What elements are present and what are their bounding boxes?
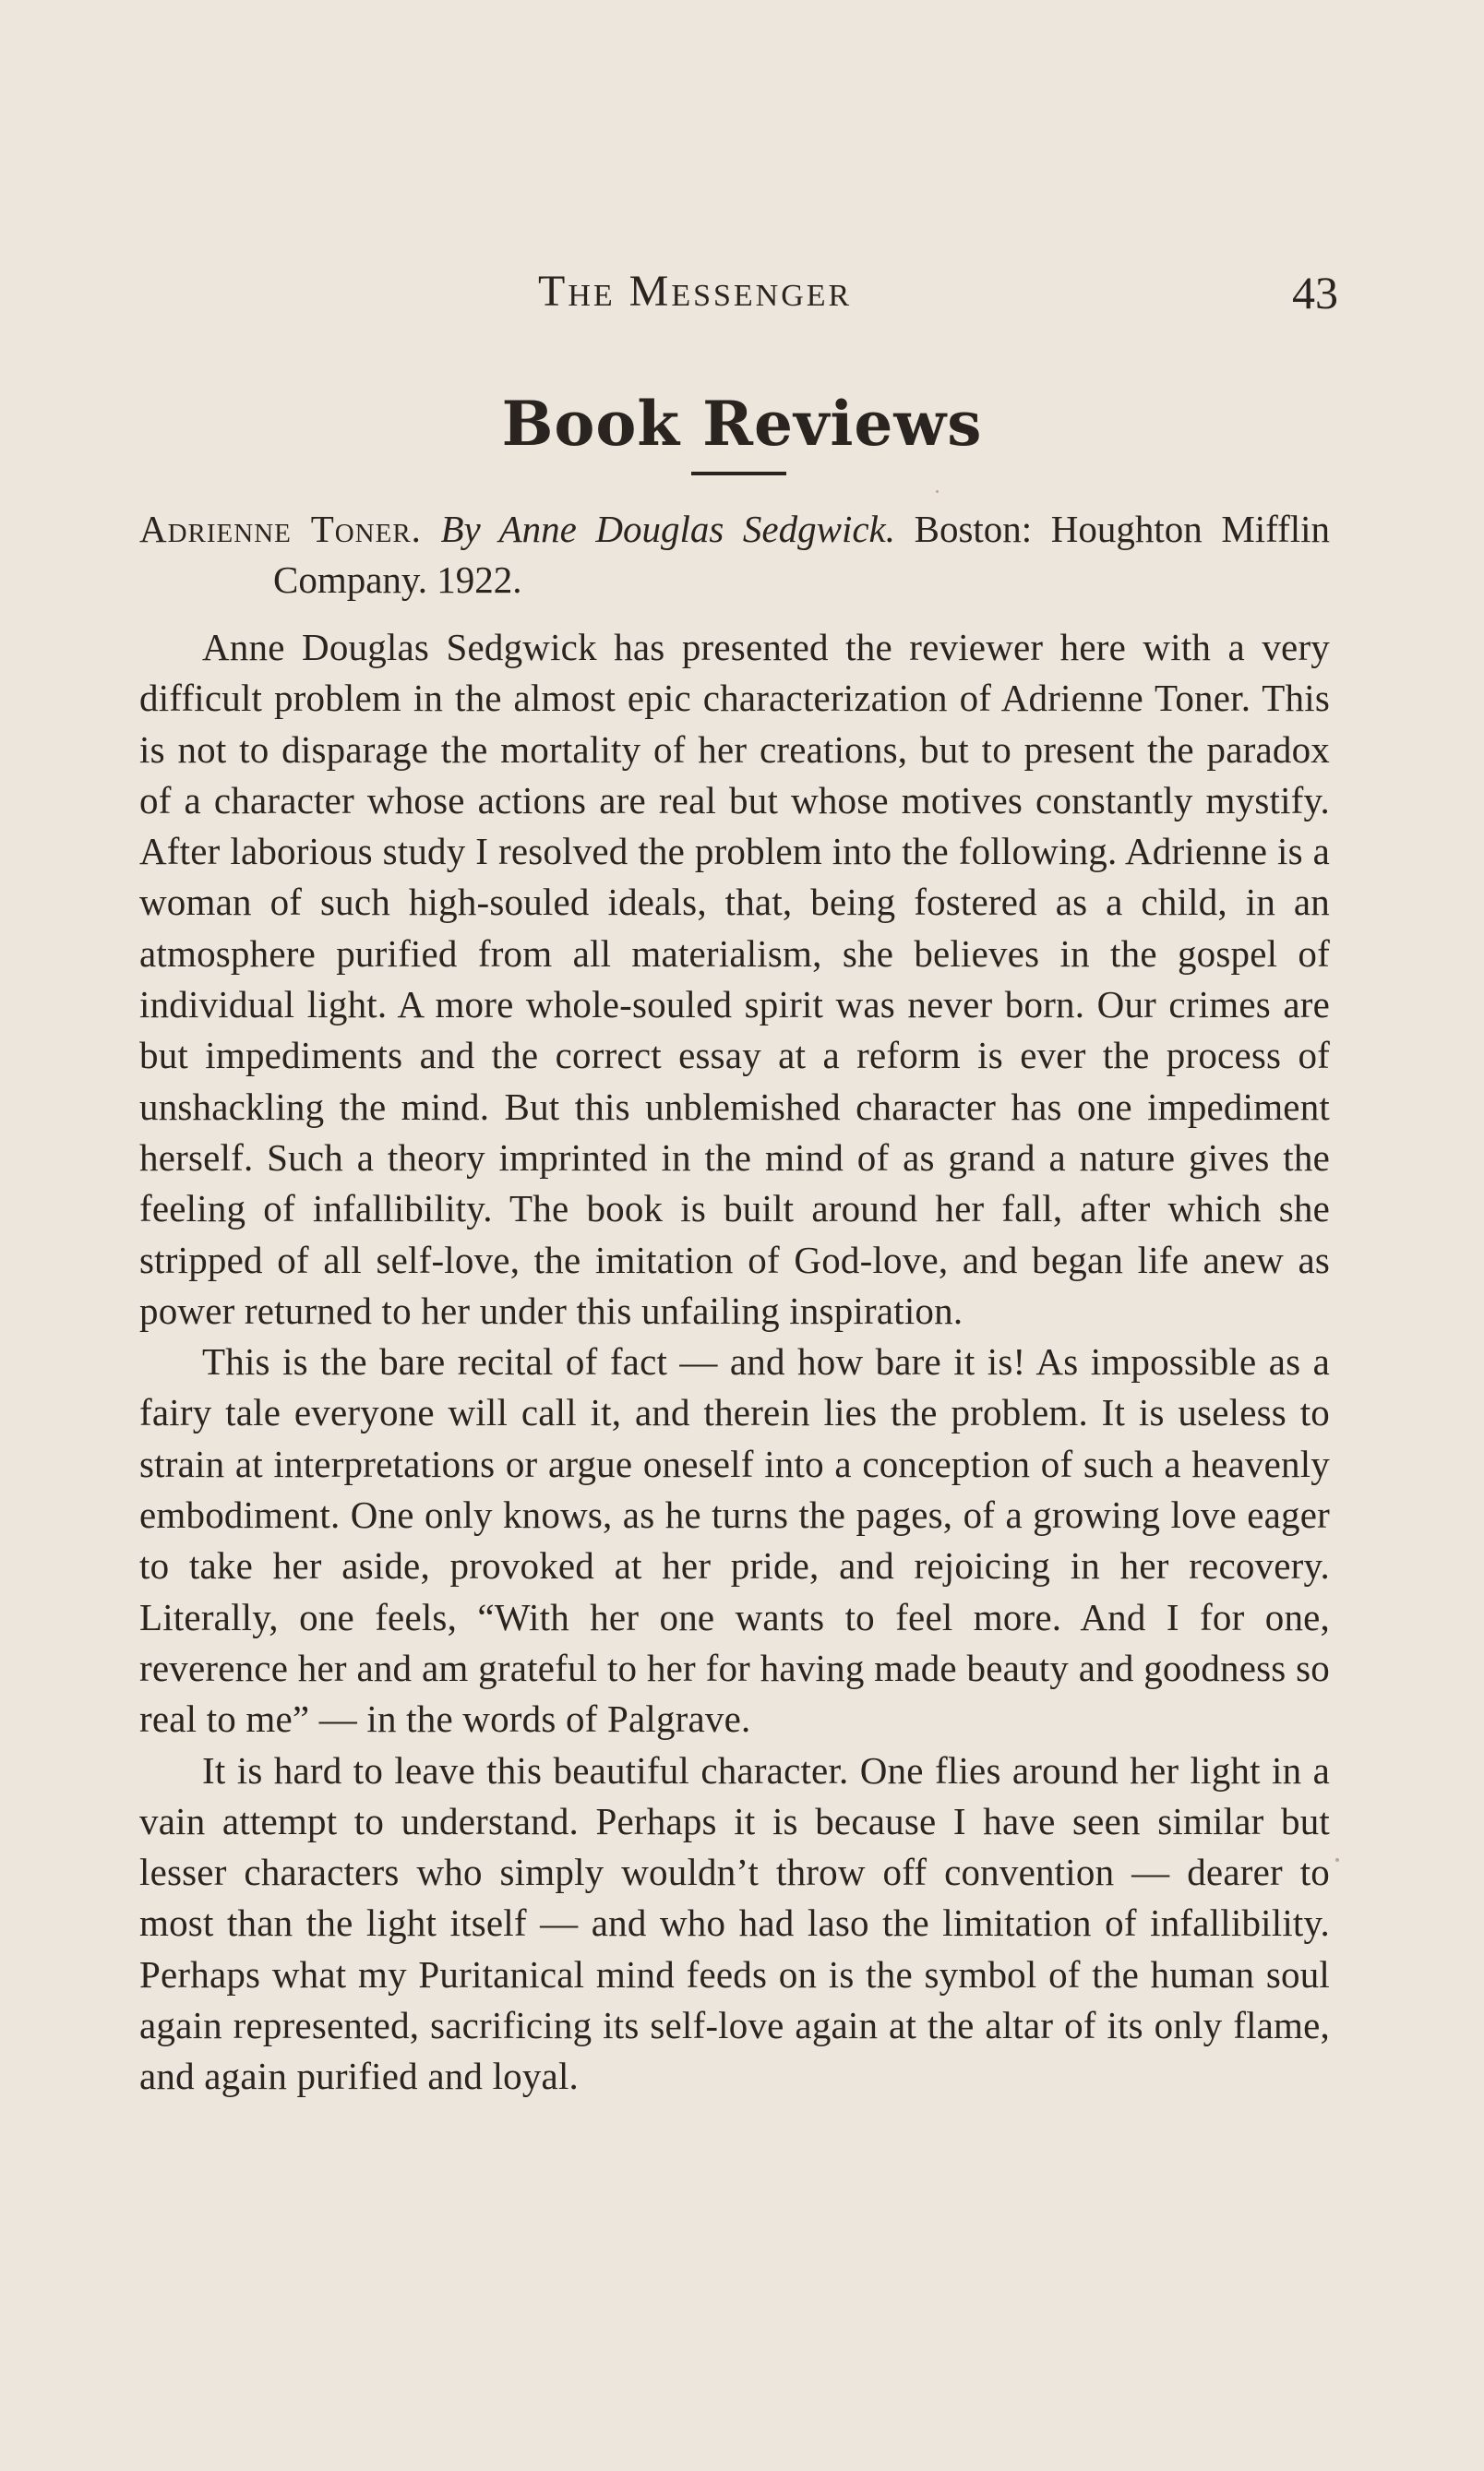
journal-title: The Messenger	[538, 267, 853, 316]
book-citation	[139, 504, 1330, 606]
publication-info: Boston: Houghton Mifflin Company. 1922.	[273, 508, 1331, 601]
book-title: Adrienne Toner.	[139, 508, 422, 550]
review-paragraph: It is hard to leave this beautiful character. One flies around her light in a vain attempt to understand. Perhaps it is because I have seen similar but lesser characters who simply wouldn’t throw off convention — dearer to most than the light itself — and who had laso the limitation of infallibility. Perhaps what my Puritanical mind feeds on is the symbol of the human soul again represented, sacrificing its self-love again at the altar of its only flame, and again purified and loyal.	[139, 1748, 1330, 2098]
review-body	[139, 504, 1330, 2103]
title-rule	[691, 472, 786, 475]
review-paragraph: Anne Douglas Sedgwick has presented the reviewer here with a very difficult problem in the almost epic characterization of Adrienne Toner. This is not to disparage the mortality of her creations, but to present the paradox of a character whose actions are real but whose motives constantly mystify. After laborious study I resolved the problem into the following. Adrienne is a woman of such high-souled ideals, that, being fostered as a child, in an atmosphere purified from all materialism, she believes in the gospel of individual light. A more whole-souled spirit was never born. Our crimes are but impediments and the correct essay at a reform is ever the process of unshackling the mind. But this unblemished character has one impediment herself. Such a theory imprinted in the mind of as grand a nature gives the feeling of infallibility. The book is built around her fall, after which she stripped of all self-love, the imitation of God-love, and began life anew as power returned to her under this unfailing inspiration.	[139, 626, 1330, 1332]
running-head	[138, 266, 1338, 330]
review-paragraph: This is the bare recital of fact — and how bare it is! As impossible as a fairy tale everyone will call it, and therein lies the problem. It is useless to strain at interpretations or argue oneself into a conception of such a heavenly embodiment. One only knows, as he turns the pages, of a growing love eager to take her aside, provoked at her pride, and rejoicing in her recovery. Literally, one feels, “With her one wants to feel more. And I for one, reverence her and am grateful to her for having made beauty and goodness so real to me” — in the words of Palgrave.	[139, 1340, 1330, 1741]
paper-speck	[1335, 1858, 1339, 1862]
paper-speck	[936, 490, 939, 493]
section-title: Book Reviews	[501, 388, 983, 460]
book-author: By Anne Douglas Sedgwick.	[440, 508, 896, 550]
page-number: 43	[1292, 267, 1338, 318]
